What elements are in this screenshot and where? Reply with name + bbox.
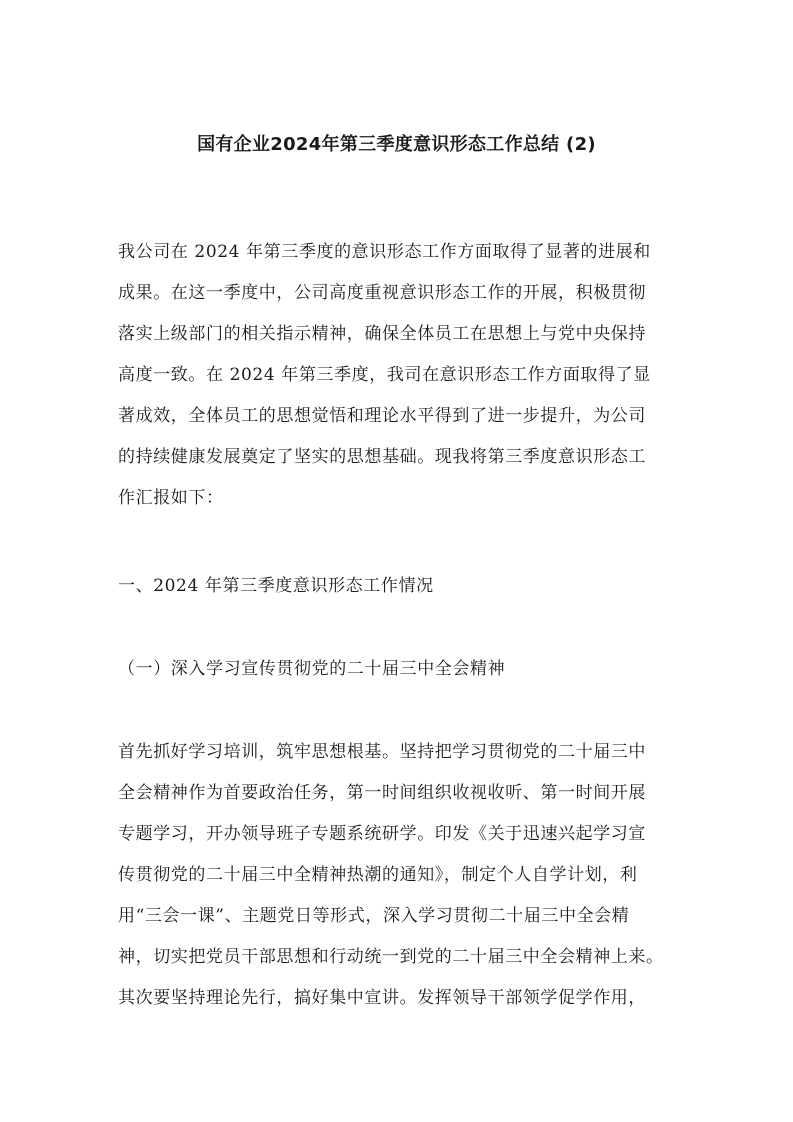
text-line: 全会精神作为首要政治任务，第一时间组织收视收听、第一时间开展 — [118, 783, 646, 803]
text-line: 我公司在 2024 年第三季度的意识形态工作方面取得了显著的进展和 — [118, 242, 651, 262]
text-line: 成果。在这一季度中，公司高度重视意识形态工作的开展，积极贯彻 — [118, 283, 646, 303]
text-line: 传贯彻党的二十届三中全精神热潮的通知》，制定个人自学计划，利 — [118, 865, 638, 885]
subsection-heading: （一）深入学习宣传贯彻党的二十届三中全会精神 — [118, 659, 506, 679]
text-line: 用“三会一课”、主题党日等形式，深入学习贯彻二十届三中全会精 — [118, 906, 630, 926]
text-line: 落实上级部门的相关指示精神，确保全体员工在思想上与党中央保持 — [118, 324, 646, 344]
section-heading: 一、2024 年第三季度意识形态工作情况 — [118, 576, 434, 596]
text-line: 其次要坚持理论先行，搞好集中宣讲。发挥领导干部领学促学作用， — [118, 988, 646, 1008]
text-line: 高度一致。在 2024 年第三季度，我司在意识形态工作方面取得了显 — [118, 365, 651, 385]
text-line: 神，切实把党员干部思想和行动统一到党的二十届三中全会精神上来。 — [118, 947, 664, 967]
text-line: 的持续健康发展奠定了坚实的思想基础。现我将第三季度意识形态工 — [118, 447, 646, 467]
text-line: 作汇报如下： — [118, 488, 224, 508]
text-line: 著成效，全体员工的思想觉悟和理论水平得到了进一步提升，为公司 — [118, 406, 646, 426]
text-line: 首先抓好学习培训，筑牢思想根基。坚持把学习贯彻党的二十届三中 — [118, 742, 646, 762]
text-line: 专题学习，开办领导班子专题系统研学。印发《关于迅速兴起学习宣 — [118, 824, 646, 844]
document-title: 国有企业2024年第三季度意识形态工作总结 (2) — [197, 134, 596, 155]
